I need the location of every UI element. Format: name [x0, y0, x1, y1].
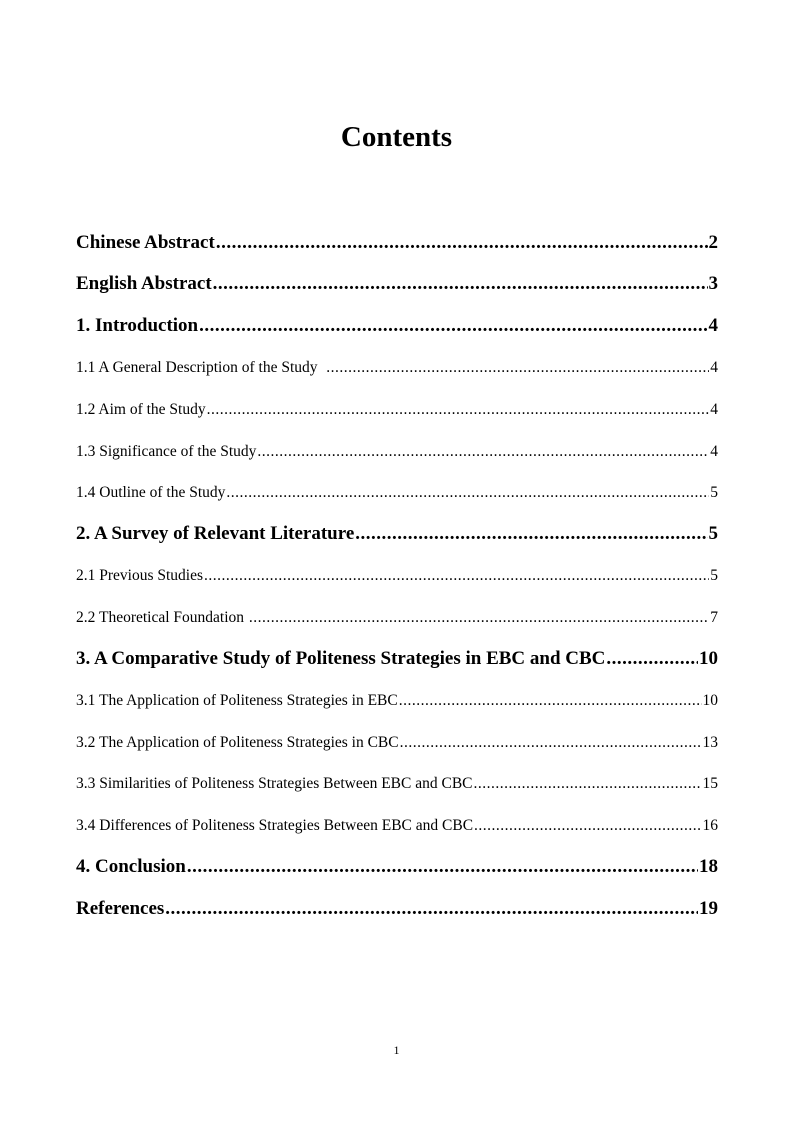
toc-entry-title: 3.2 The Application of Politeness Strategies in CBC: [76, 734, 399, 751]
toc-entry-page: 5: [710, 484, 718, 501]
dot-leader: [326, 355, 709, 381]
toc-entry-application-ebc[interactable]: [76, 688, 718, 714]
toc-entry-similarities[interactable]: [76, 771, 718, 797]
toc-entry-page: 19: [699, 898, 718, 919]
toc-entry-title: 3. A Comparative Study of Politeness Strategies in EBC and CBC: [76, 648, 606, 669]
toc-entry-title: 3.1 The Application of Politeness Strategies in EBC: [76, 692, 398, 709]
toc-entry-page: 13: [702, 734, 718, 751]
dot-leader: [400, 730, 702, 756]
toc-entry-page: 4: [708, 315, 718, 336]
toc-entry-page: 15: [702, 775, 718, 792]
toc-entry-title: English Abstract: [76, 273, 212, 294]
toc-entry-previous-studies[interactable]: [76, 563, 718, 589]
toc-entry-general-description[interactable]: [76, 355, 718, 381]
dot-leader: [165, 894, 698, 924]
dot-leader: [249, 605, 709, 631]
dot-leader: [474, 771, 702, 797]
toc-entry-title: 2.2 Theoretical Foundation: [76, 609, 248, 626]
toc-entry-page: 2: [708, 232, 718, 253]
toc-entry-title: 1.3 Significance of the Study: [76, 443, 257, 460]
toc-entry-page: 18: [699, 856, 718, 877]
page-title: Contents: [340, 121, 453, 154]
toc-entry-title: 2.1 Previous Studies: [76, 567, 204, 584]
toc-entry-page: 5: [708, 523, 718, 544]
dot-leader: [207, 397, 710, 423]
toc-entry-conclusion[interactable]: [76, 852, 718, 882]
toc-entry-chinese-abstract[interactable]: [76, 228, 718, 258]
toc-entry-title: Chinese Abstract: [76, 232, 215, 253]
toc-entry-title: 3.4 Differences of Politeness Strategies Between EBC and CBC: [76, 817, 474, 834]
dot-leader: [204, 563, 709, 589]
toc-entry-page: 10: [702, 692, 718, 709]
dot-leader: [213, 269, 708, 299]
toc-entry-title: 1.2 Aim of the Study: [76, 401, 206, 418]
toc-entry-title: 3.3 Similarities of Politeness Strategies Between EBC and CBC: [76, 775, 473, 792]
dot-leader: [199, 311, 707, 341]
toc-entry-page: 4: [710, 443, 718, 460]
toc-entry-survey-literature[interactable]: [76, 519, 718, 549]
toc-entry-outline[interactable]: [76, 480, 718, 506]
toc-entry-title: 2. A Survey of Relevant Literature: [76, 523, 355, 544]
toc-entry-references[interactable]: [76, 894, 718, 924]
toc-entry-theoretical-foundation[interactable]: [76, 605, 718, 631]
toc-entry-title: 4. Conclusion: [76, 856, 186, 877]
toc-entry-title: References: [76, 898, 165, 919]
dot-leader: [257, 439, 709, 465]
toc-entry-page: 4: [710, 359, 718, 376]
toc-entry-page: 5: [710, 567, 718, 584]
toc-entry-page: 4: [710, 401, 718, 418]
page-number: 1: [393, 1043, 400, 1057]
toc-entry-page: 3: [708, 273, 718, 294]
toc-entry-page: 16: [702, 817, 718, 834]
toc-entry-title: 1.4 Outline of the Study: [76, 484, 226, 501]
dot-leader: [606, 644, 698, 674]
dot-leader: [216, 228, 708, 258]
toc-entry-comparative-study[interactable]: [76, 644, 718, 674]
toc-entry-significance[interactable]: [76, 439, 718, 465]
toc-entry-differences[interactable]: [76, 813, 718, 839]
dot-leader: [187, 852, 698, 882]
toc-entry-introduction[interactable]: [76, 311, 718, 341]
toc-entry-english-abstract[interactable]: [76, 269, 718, 299]
dot-leader: [474, 813, 701, 839]
toc-entry-application-cbc[interactable]: [76, 730, 718, 756]
dot-leader: [399, 688, 702, 714]
toc-entry-title: 1. Introduction: [76, 315, 199, 336]
toc-entry-title: 1.1 A General Description of the Study: [76, 359, 326, 376]
toc-entry-page: 7: [710, 609, 718, 626]
dot-leader: [355, 519, 707, 549]
dot-leader: [226, 480, 709, 506]
toc-entry-aim-of-study[interactable]: [76, 397, 718, 423]
toc-entry-page: 10: [699, 648, 718, 669]
